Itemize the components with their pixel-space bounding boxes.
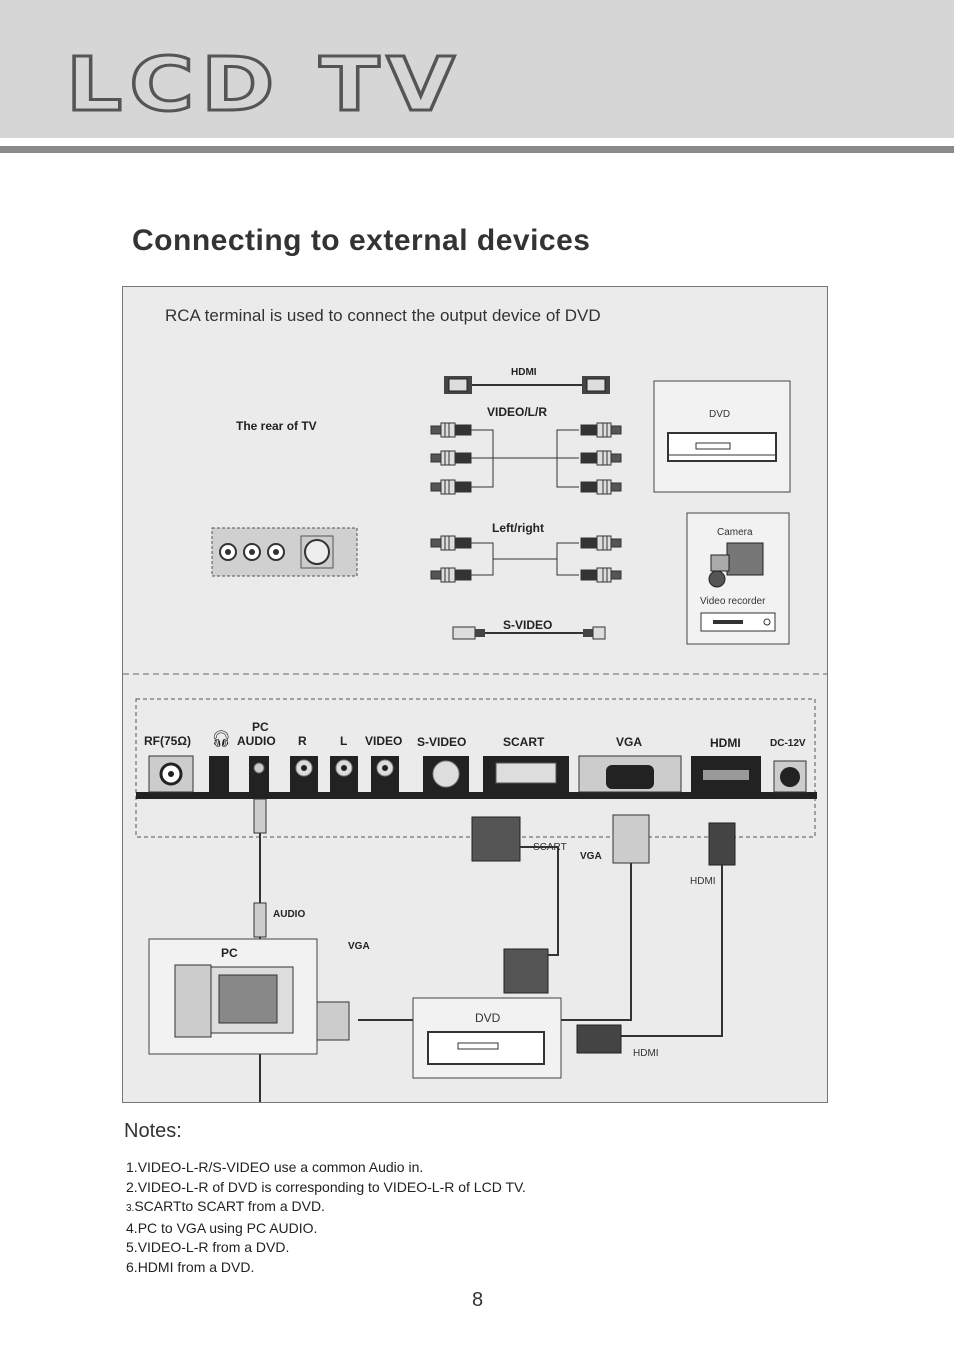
port-hdmi-label: HDMI	[710, 736, 741, 750]
left-right-cable	[431, 536, 621, 582]
port-l-label: L	[340, 734, 348, 748]
vga-pc-label: VGA	[348, 941, 370, 952]
port-pc-label: PC	[252, 720, 269, 734]
dvd-bottom-device	[413, 998, 561, 1078]
brand-logo	[64, 46, 464, 118]
video-recorder-label: Video recorder	[700, 596, 766, 607]
tv-rear-panel	[212, 528, 357, 576]
dvd-top-device	[654, 381, 790, 492]
notes-list	[126, 1158, 526, 1277]
audio-cable-label: AUDIO	[273, 909, 306, 920]
page-title: Connecting to external devices	[132, 224, 591, 257]
note-item: 1.VIDEO-L-R/S-VIDEO use a common Audio in.	[126, 1159, 424, 1175]
hdmi-dvd-label: HDMI	[633, 1048, 659, 1059]
port-audio-label: AUDIO	[237, 734, 276, 748]
hdmi-cable	[444, 376, 610, 394]
tv-port-strip	[136, 699, 817, 837]
pc-label: PC	[221, 946, 238, 960]
vga-cable-label: VGA	[580, 851, 602, 862]
port-scart-label: SCART	[503, 735, 545, 749]
notes-title: Notes:	[124, 1120, 182, 1142]
port-r-label: R	[298, 734, 307, 748]
port-svideo-label: S-VIDEO	[417, 735, 467, 749]
hdmi-cable-label: HDMI	[511, 367, 537, 378]
port-video-label: VIDEO	[365, 734, 403, 748]
dvd-bottom-label: DVD	[475, 1011, 501, 1025]
header-rule	[0, 146, 954, 153]
port-rf-label: RF(75Ω)	[144, 734, 191, 748]
connection-diagram	[122, 286, 828, 1103]
left-right-label: Left/right	[492, 521, 544, 535]
camera-label: Camera	[717, 527, 753, 538]
headphone-icon: 🎧︎	[211, 731, 232, 748]
note-item: 4.PC to VGA using PC AUDIO.	[126, 1219, 318, 1236]
hdmi-cable-bottom-label: HDMI	[690, 876, 716, 887]
rear-of-tv-label: The rear of TV	[236, 419, 317, 433]
note-item: 6.HDMI from a DVD.	[126, 1258, 255, 1275]
scart-cable-label: SCART	[533, 842, 567, 853]
svideo-cable-label: S-VIDEO	[503, 618, 553, 632]
video-lr-label: VIDEO/L/R	[487, 405, 548, 419]
note-item: 3.SCARTto SCART from a DVD.	[126, 1198, 325, 1214]
video-lr-cable	[431, 423, 621, 494]
diagram-intro: RCA terminal is used to connect the output device of DVD	[165, 306, 601, 325]
page-number: 8	[472, 1289, 484, 1311]
note-item: 5.VIDEO-L-R from a DVD.	[126, 1239, 290, 1255]
dvd-top-label: DVD	[709, 409, 731, 420]
brand-logo-text: LCD TV	[66, 46, 462, 118]
note-item: 2.VIDEO-L-R of DVD is corresponding to VIDEO-L-R of LCD TV.	[126, 1178, 526, 1195]
port-dc-label: DC-12V	[770, 738, 806, 749]
port-vga-label: VGA	[616, 735, 643, 749]
